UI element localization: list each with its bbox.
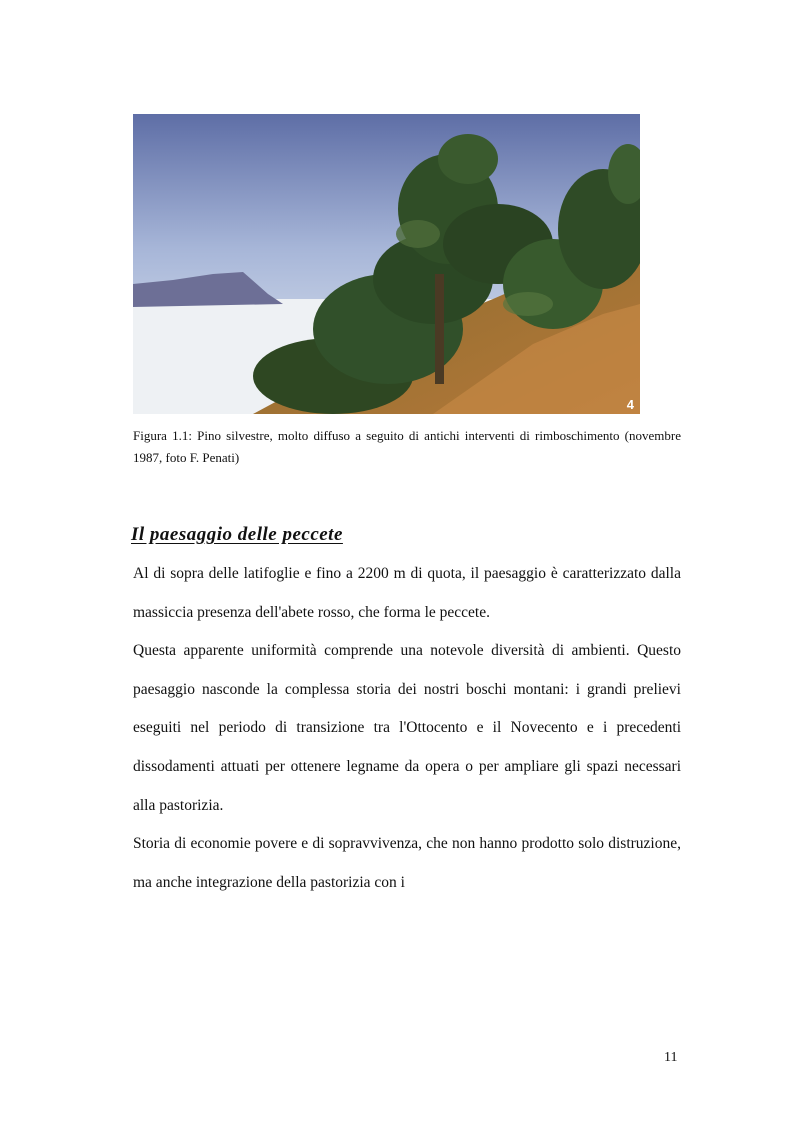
figure-caption: Figura 1.1: Pino silvestre, molto diffuso a seguito di antichi interventi di rimboschimento (novembre 1987, foto F. Penati) xyxy=(133,428,681,465)
paragraph: Questa apparente uniformità comprende una notevole diversità di ambienti. Questo paesaggio nasconde la complessa storia dei nostri boschi montani: i grandi prelievi eseguiti nel periodo di transizione tra l'Ottocento e il Novecento e i precedenti dissodamenti attuati per ottenere legname da opera o per ampliare gli spazi necessari alla pastorizia. xyxy=(133,642,681,814)
page-number: 11 xyxy=(664,1050,678,1065)
figure-photo-number: 4 xyxy=(626,397,634,412)
pine-landscape-image xyxy=(133,114,640,414)
paragraph: Storia di economie povere e di sopravvivenza, che non hanno prodotto solo distruzione, ma anche integrazione della pastorizia con i xyxy=(133,835,681,891)
paragraph: Al di sopra delle latifoglie e fino a 2200 m di quota, il paesaggio è caratterizzato dalla massiccia presenza dell'abete rosso, che forma le peccete. xyxy=(133,565,681,621)
section-body xyxy=(133,555,681,902)
figure-photo-scots-pine xyxy=(133,114,640,414)
section-title: Il paesaggio delle peccete xyxy=(131,524,343,545)
